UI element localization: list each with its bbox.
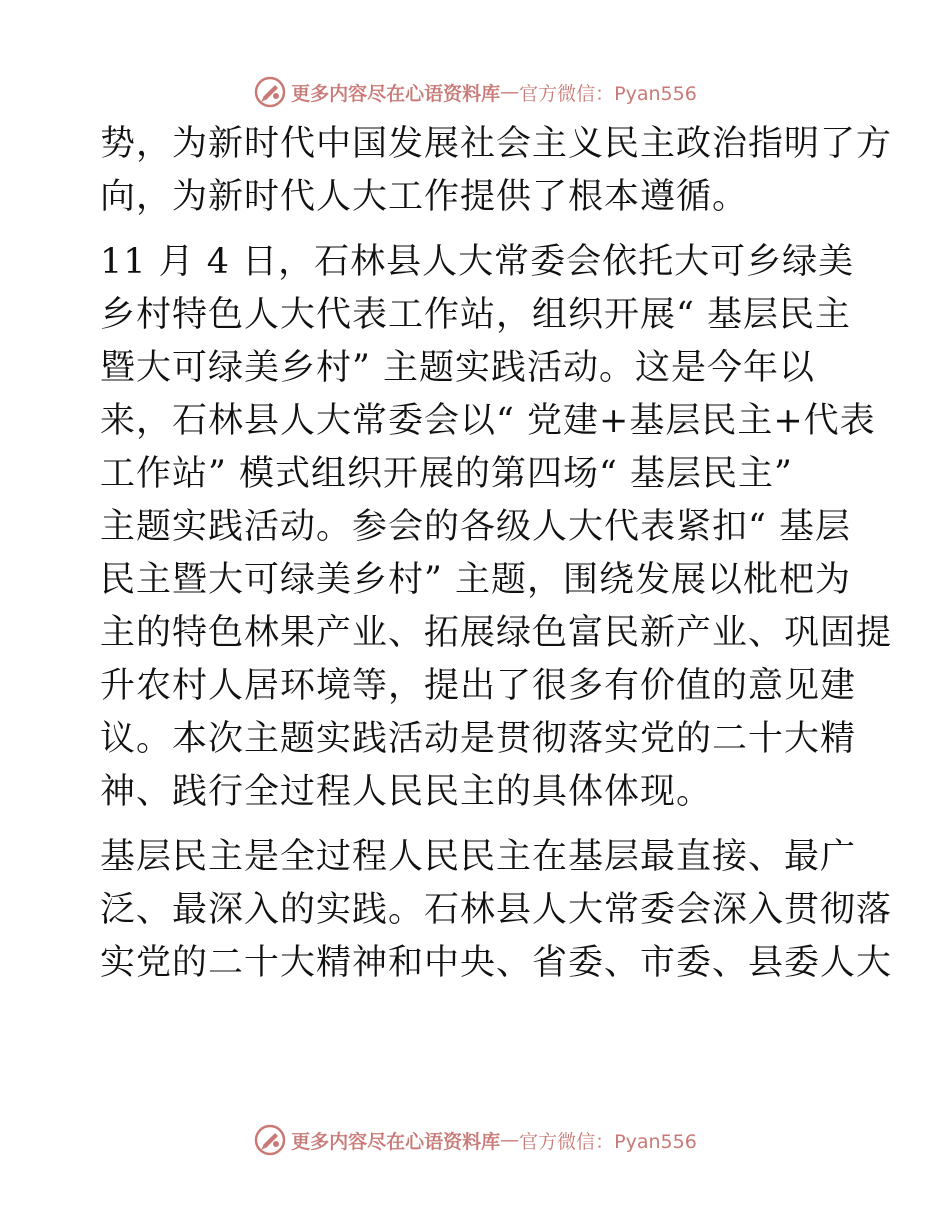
- text-line: 来，石林县人大常委会以“ 党建+基层民主+代表: [100, 401, 876, 441]
- header-separator: —: [500, 81, 520, 103]
- pen-heart-logo-icon: [253, 1123, 287, 1157]
- footer-watermark: [0, 1120, 950, 1160]
- footer-contact-text: 官方微信：Pyan556: [519, 1130, 697, 1153]
- text-line: 暨大可绿美乡村” 主题实践活动。这是今年以: [100, 348, 816, 388]
- text-line: 升农村人居环境等，提出了很多有价值的意见建: [100, 666, 857, 706]
- text-line: 11 月 4 日，石林县人大常委会依托大可乡绿美: [100, 242, 855, 282]
- text-line: 神、践行全过程人民民主的具体体现。: [100, 772, 713, 812]
- paragraph-1: [100, 118, 893, 224]
- text-line: 工作站” 模式组织开展的第四场“ 基层民主”: [100, 454, 793, 494]
- paragraph-3: [100, 831, 893, 990]
- footer-site-text: 更多内容尽在心语资料库: [291, 1130, 501, 1153]
- text-line: 民主暨大可绿美乡村” 主题，围绕发展以枇杷为: [100, 560, 852, 600]
- text-line: 实党的二十大精神和中央、省委、市委、县委人大: [100, 943, 893, 983]
- text-line: 泛、最深入的实践。石林县人大常委会深入贯彻落: [100, 890, 893, 930]
- text-line: 主题实践活动。参会的各级人大代表紧扣“ 基层: [100, 507, 852, 547]
- header-watermark: [0, 72, 950, 112]
- footer-separator: —: [500, 1129, 520, 1151]
- text-line: 主的特色林果产业、拓展绿色富民新产业、巩固提: [100, 613, 893, 653]
- text-line: 议。本次主题实践活动是贯彻落实党的二十大精: [100, 719, 857, 759]
- text-line: 向，为新时代人大工作提供了根本遵循。: [100, 177, 749, 217]
- header-contact-text: 官方微信：Pyan556: [519, 82, 697, 105]
- document-body: [100, 118, 893, 1002]
- text-line: 乡村特色人大代表工作站，组织开展“ 基层民主: [100, 295, 852, 335]
- text-line: 势，为新时代中国发展社会主义民主政治指明了方: [100, 124, 893, 164]
- text-line: 基层民主是全过程人民民主在基层最直接、最广: [100, 837, 857, 877]
- pen-heart-logo-icon: [253, 75, 287, 109]
- header-site-text: 更多内容尽在心语资料库: [291, 82, 501, 105]
- paragraph-2: [100, 236, 893, 819]
